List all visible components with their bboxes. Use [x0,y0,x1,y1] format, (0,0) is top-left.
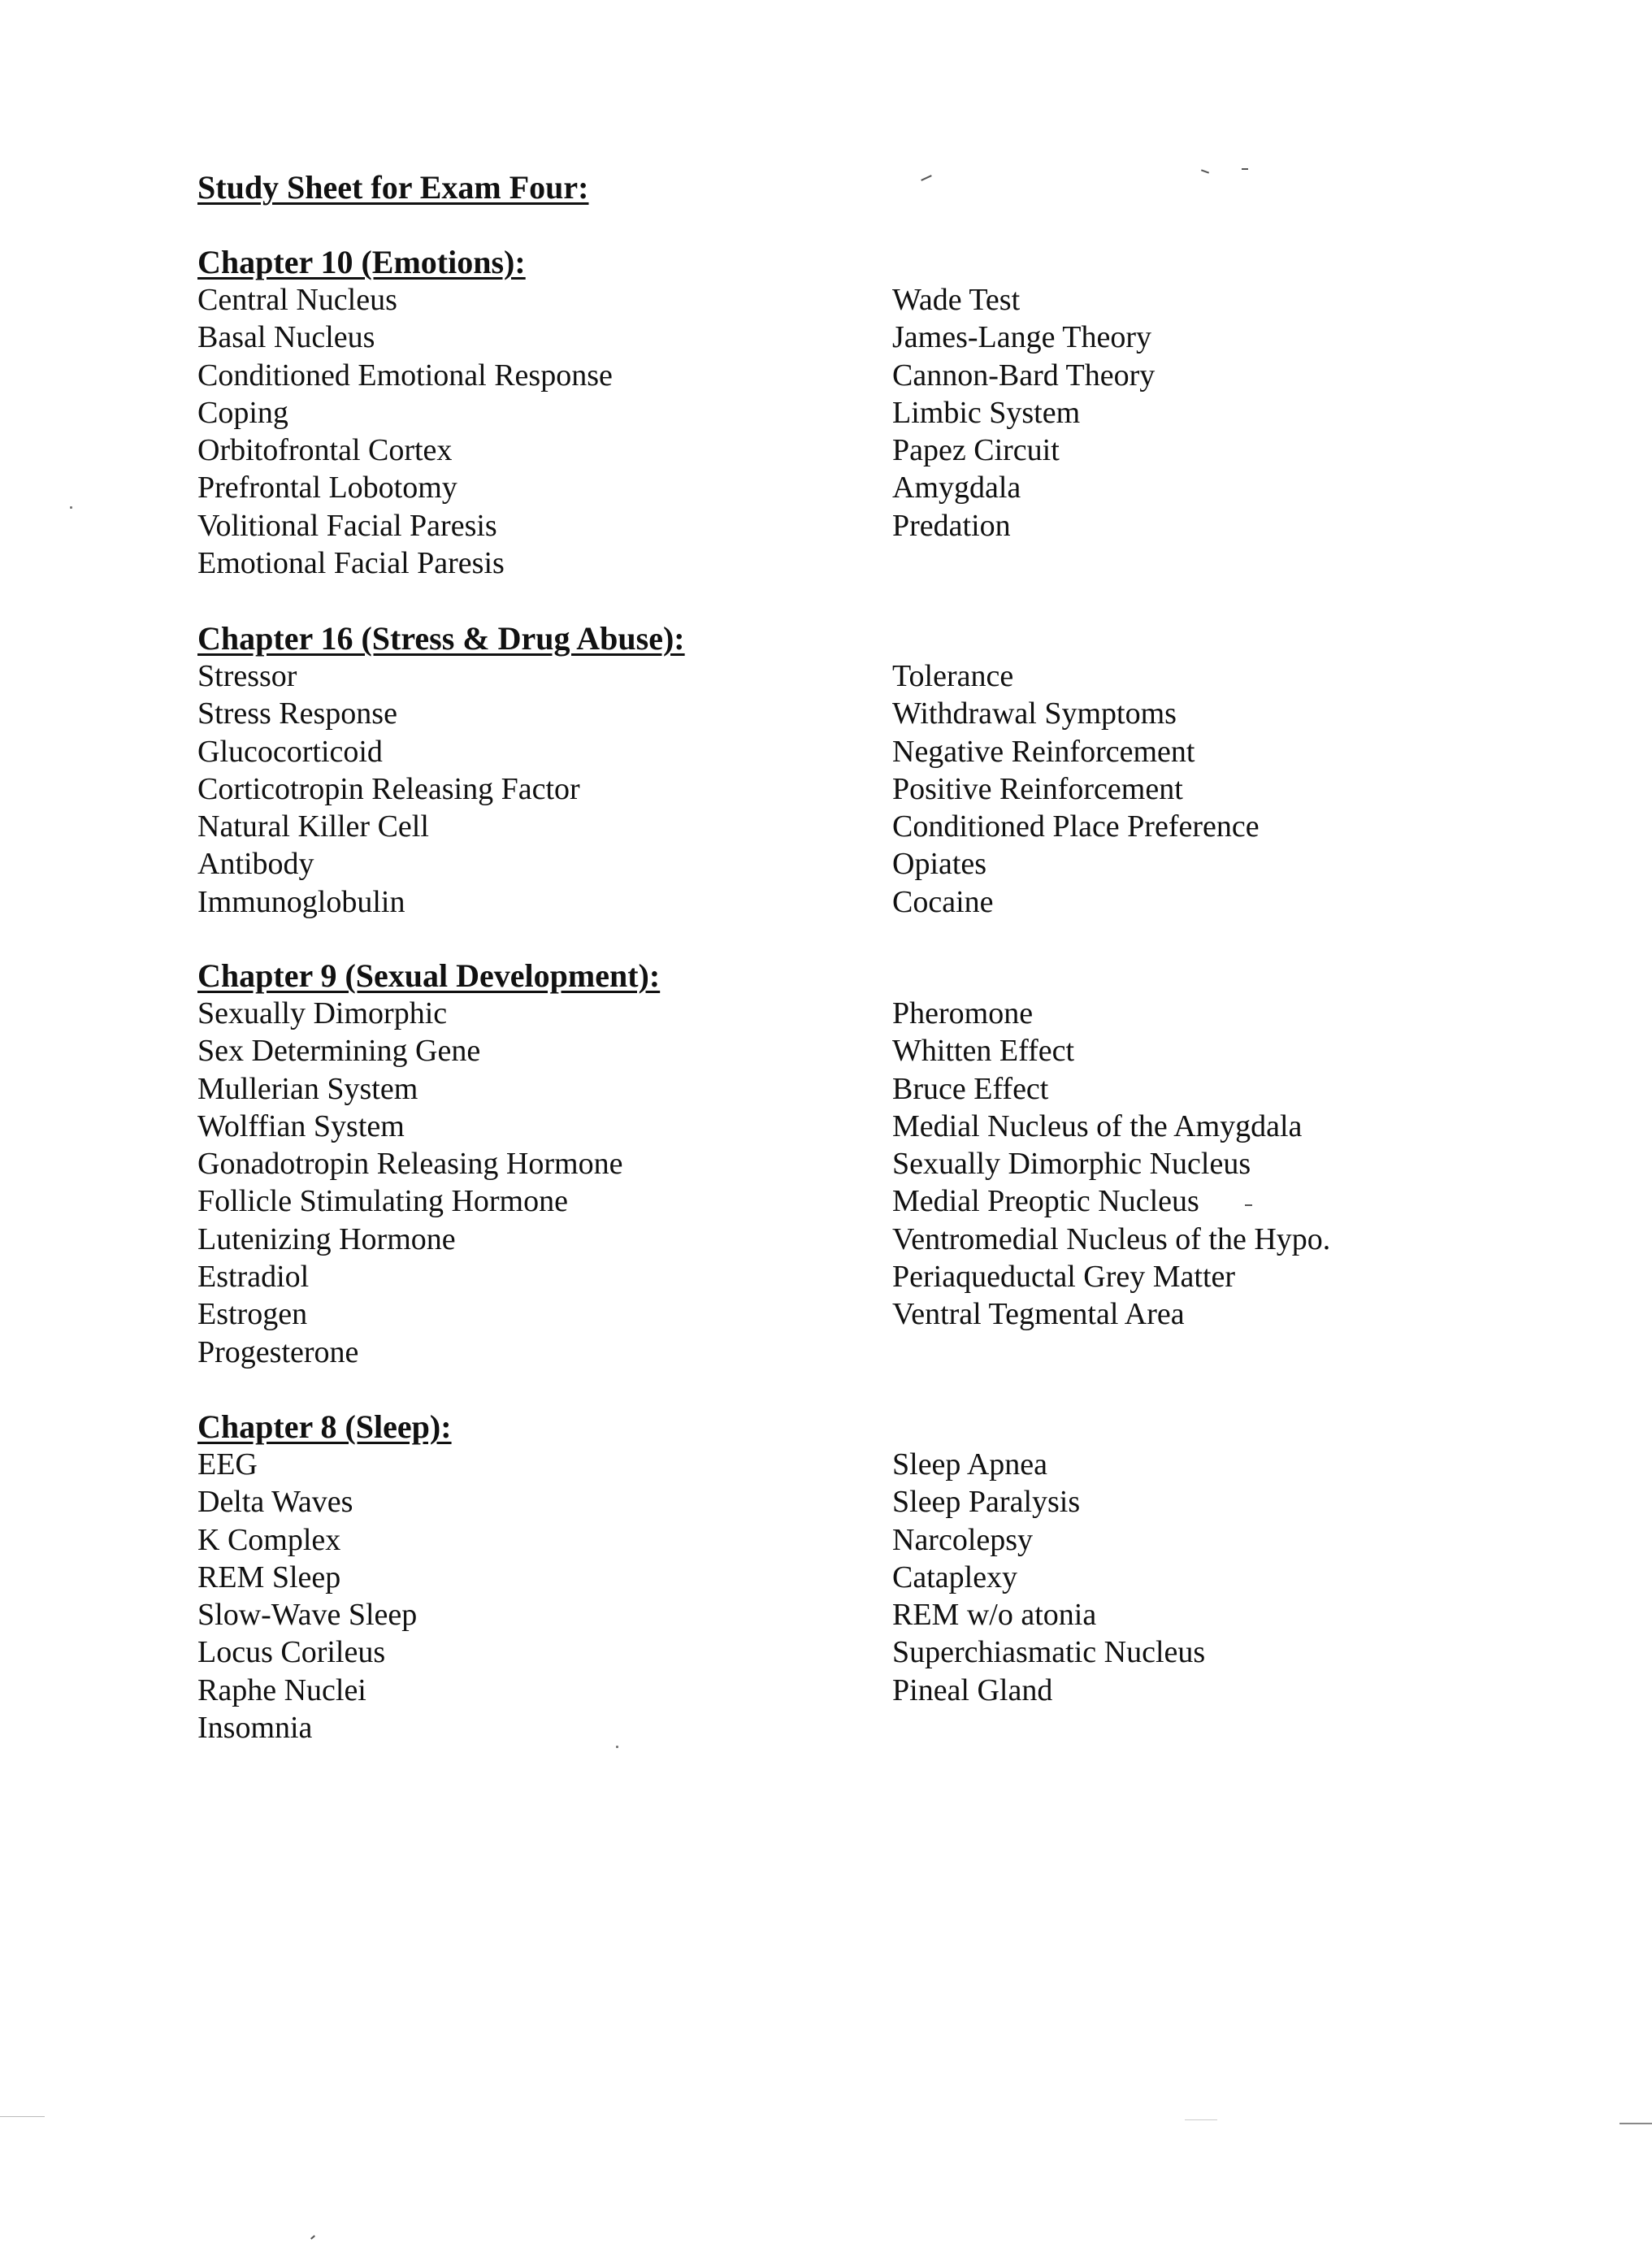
section-chapter-16 [197,620,1465,919]
scan-mark [1201,169,1209,173]
term-item: Medial Preoptic Nucleus [892,1184,1199,1219]
term-item: Progesterone [197,1334,359,1369]
scan-speck [70,506,72,509]
term-item: Estrogen [197,1297,308,1332]
section-heading: Chapter 10 (Emotions): [197,244,526,280]
section-chapter-9 [197,957,1465,1369]
term-item: Raphe Nuclei [197,1672,366,1707]
term-item: Bruce Effect [892,1071,1049,1106]
scan-mark [310,2235,315,2239]
term-list-right [892,281,1155,544]
scan-mark [0,2116,45,2117]
section-chapter-10 [197,244,1465,581]
term-item: Superchiasmatic Nucleus [892,1635,1206,1670]
term-item: Cannon-Bard Theory [892,358,1156,393]
term-item: Amygdala [892,471,1021,505]
scan-mark [921,175,932,181]
term-item: Wade Test [892,283,1021,317]
term-item: Cataplexy [892,1560,1018,1594]
term-item: Papez Circuit [892,433,1060,468]
term-item: Mullerian System [197,1071,418,1106]
section-chapter-8 [197,1408,1465,1746]
term-item: Conditioned Place Preference [892,809,1260,844]
term-item: Gonadotropin Releasing Hormone [197,1147,623,1182]
term-item: Emotional Facial Paresis [197,546,505,581]
term-item: Delta Waves [197,1485,353,1520]
term-item: Lutenizing Hormone [197,1221,456,1256]
section-heading: Chapter 16 (Stress & Drug Abuse): [197,620,685,657]
term-item: Sleep Apnea [892,1447,1048,1482]
scan-mark [1619,2123,1652,2124]
term-item: James-Lange Theory [892,320,1152,355]
term-item: Estradiol [197,1260,310,1295]
term-item: Sex Determining Gene [197,1034,481,1069]
term-item: Conditioned Emotional Response [197,358,613,393]
term-item: Stressor [197,659,297,693]
term-item: Locus Corileus [197,1635,386,1670]
term-item: Volitional Facial Paresis [197,508,497,543]
term-item: Antibody [197,847,314,882]
term-list-right [892,995,1330,1334]
term-item: Whitten Effect [892,1034,1075,1069]
term-item: Withdrawal Symptoms [892,696,1177,731]
term-list-left [197,657,580,921]
term-item: Orbitofrontal Cortex [197,433,453,468]
term-item: REM w/o atonia [892,1598,1097,1633]
term-item: Stress Response [197,696,397,731]
term-item: REM Sleep [197,1560,341,1594]
term-item: Sexually Dimorphic Nucleus [892,1147,1251,1182]
term-item: Cocaine [892,884,994,919]
term-item: EEG [197,1447,258,1482]
term-item: Opiates [892,847,987,882]
term-item: Prefrontal Lobotomy [197,471,457,505]
term-item: Periaqueductal Grey Matter [892,1260,1236,1295]
term-item: Insomnia [197,1711,313,1746]
term-item: Central Nucleus [197,283,397,317]
page-title: Study Sheet for Exam Four: [197,169,589,206]
term-item: Natural Killer Cell [197,809,429,844]
term-item: Coping [197,395,288,430]
scan-mark [1242,168,1248,170]
scan-mark [1245,1204,1252,1206]
term-item: Positive Reinforcement [892,771,1183,806]
term-item: Medial Nucleus of the Amygdala [892,1108,1303,1143]
term-list-left [197,1446,417,1746]
term-item: Ventromedial Nucleus of the Hypo. [892,1221,1331,1256]
section-heading: Chapter 8 (Sleep): [197,1408,452,1445]
term-item: Tolerance [892,659,1014,693]
term-item: Sleep Paralysis [892,1485,1081,1520]
scan-speck [616,1746,618,1748]
term-item: Ventral Tegmental Area [892,1297,1185,1332]
section-heading: Chapter 9 (Sexual Development): [197,957,661,994]
term-list-left [197,995,622,1371]
term-item: Negative Reinforcement [892,734,1195,769]
term-item: Corticotropin Releasing Factor [197,771,580,806]
term-item: Narcolepsy [892,1522,1034,1557]
term-item: Slow-Wave Sleep [197,1598,418,1633]
term-item: K Complex [197,1522,341,1557]
term-item: Basal Nucleus [197,320,375,355]
term-item: Wolffian System [197,1108,405,1143]
term-item: Pheromone [892,996,1034,1030]
term-item: Immunoglobulin [197,884,405,919]
term-item: Predation [892,508,1011,543]
scan-mark [1185,2119,1217,2120]
term-item: Pineal Gland [892,1672,1053,1707]
term-list-right [892,1446,1205,1709]
term-list-left [197,281,613,582]
term-list-right [892,657,1260,921]
term-item: Follicle Stimulating Hormone [197,1184,568,1219]
term-item: Sexually Dimorphic [197,996,448,1030]
term-item: Glucocorticoid [197,734,383,769]
term-item: Limbic System [892,395,1081,430]
